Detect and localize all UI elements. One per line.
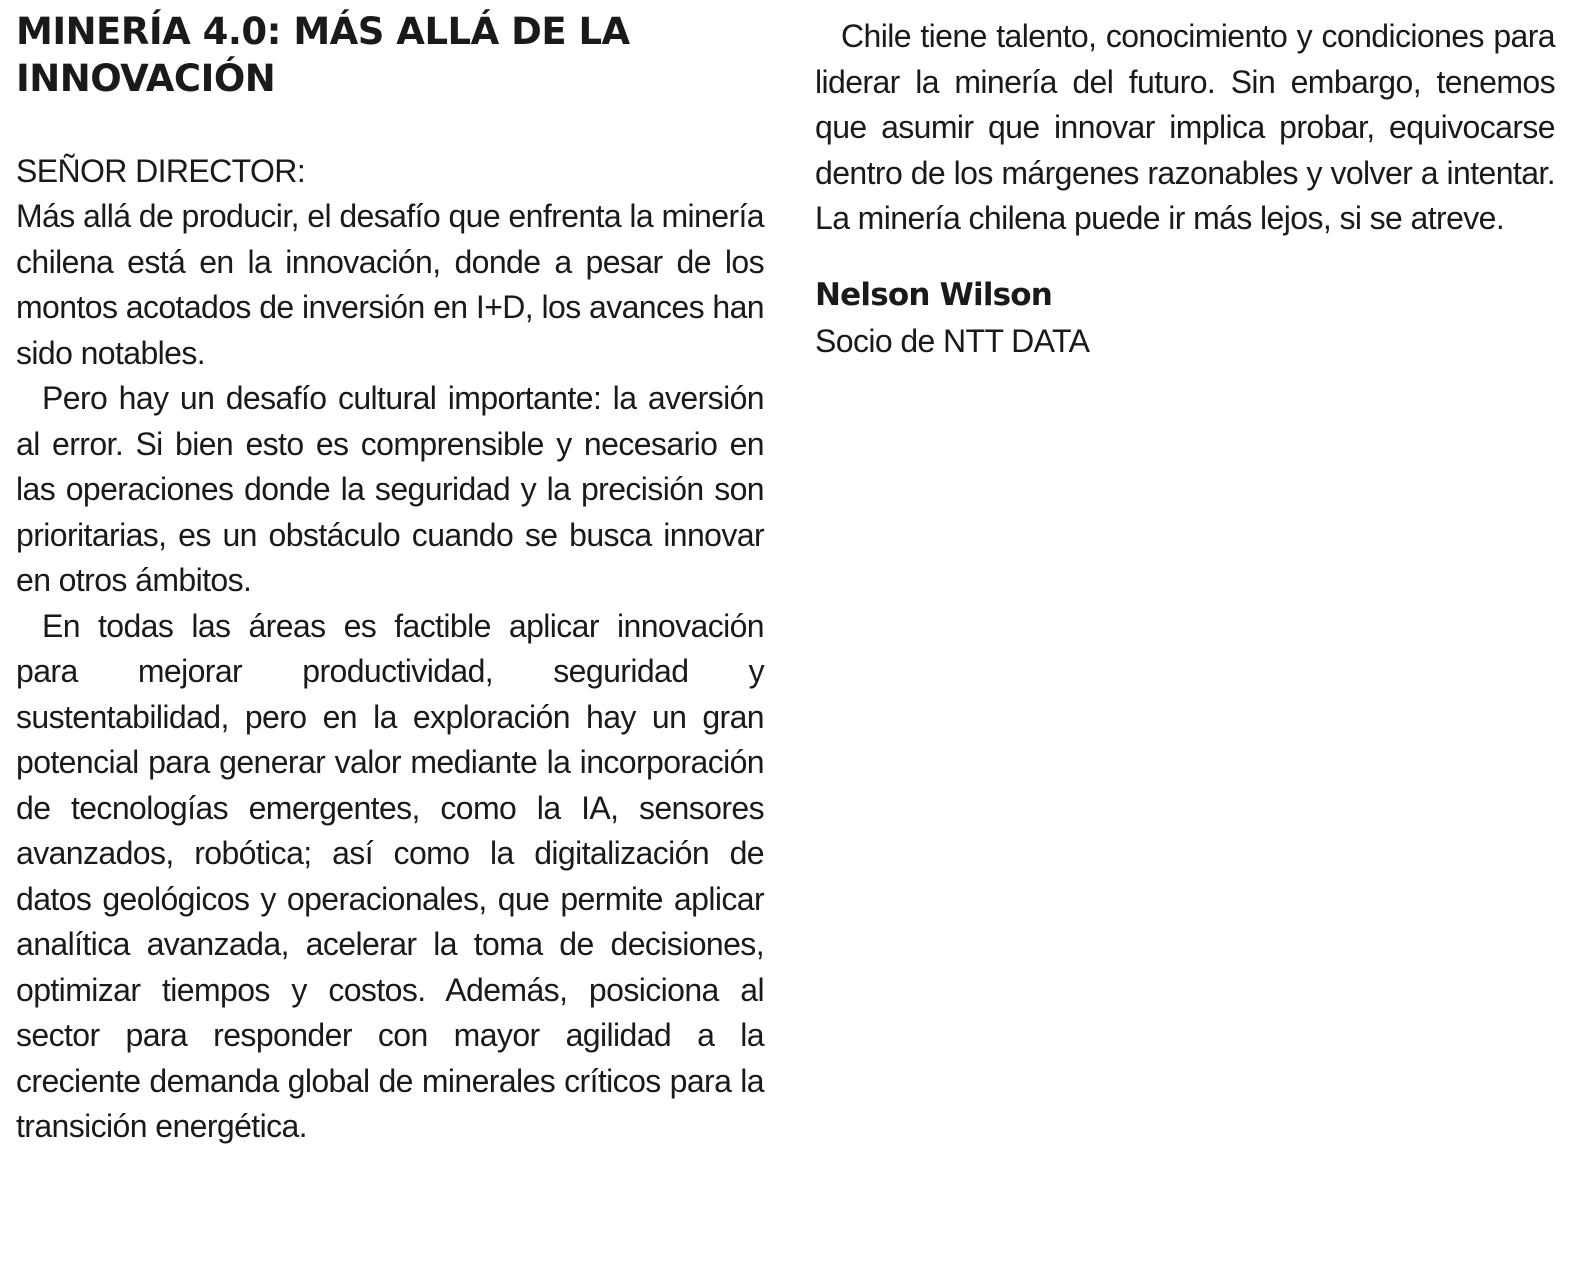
- salutation: SEÑOR DIRECTOR:: [16, 153, 306, 189]
- headline: MINERÍA 4.0: MÁS ALLÁ DE LA INNOVACIÓN: [16, 10, 630, 100]
- paragraph-2: Pero hay un desafío cultural importante: la aversión al error. Si bien esto es comprensible y necesario en las operaciones donde la seguridad y la precisión son prioritarias, es un obstáculo cuando se busca innovar en otros ámbitos.: [16, 380, 764, 598]
- paragraph-3: En todas las áreas es factible aplicar innovación para mejorar productividad, seguridad y sustentabilidad, pero en la exploración hay un gran potencial para generar valor mediante la incorporación de tecnologías emergentes, como la IA, sensores avanzados, robótica; así como la digitalización de datos geológicos y operacionales, que permite aplicar analítica avanzada, acelerar la toma de decisiones, optimizar tiempos y costos. Además, posiciona al sector para responder con mayor agilidad a la creciente demanda global de minerales críticos para la transición energética.: [16, 607, 764, 1144]
- paragraph-1: Más allá de producir, el desafío que enfrenta la minería chilena está en la innovación, donde a pesar de los montos acotados de inversión en I+D, los avances han sido notables.: [16, 198, 764, 371]
- signature-role: Socio de NTT DATA: [815, 322, 1090, 359]
- signature-name: Nelson Wilson: [815, 276, 1053, 313]
- left-column: [16, 8, 764, 1150]
- right-column: [815, 14, 1555, 364]
- paragraph-4: Chile tiene talento, conocimiento y condiciones para liderar la minería del futuro. Sin embargo, tenemos que asumir que innovar implica probar, equivocarse dentro de los márgenes razonables y volver a intentar. La minería chilena puede ir más lejos, si se atreve.: [815, 18, 1555, 236]
